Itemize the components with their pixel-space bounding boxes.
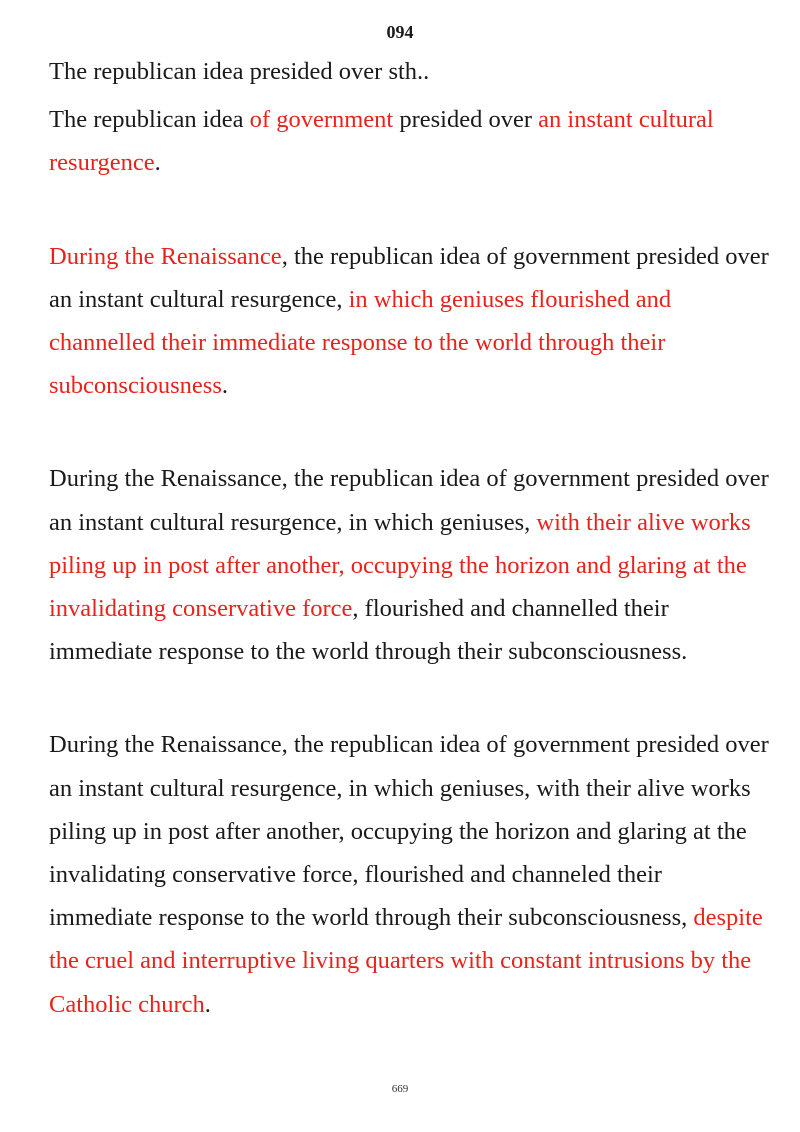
highlighted-segment: an instant cultural resurgence	[49, 106, 714, 177]
text-segment: The republican idea	[49, 106, 250, 134]
text-segment: , the republican idea of government presided over an instant cultural resurgence,	[49, 242, 769, 313]
text-segment: .	[154, 149, 161, 177]
text-segment: The republican idea presided over sth..	[49, 58, 430, 85]
highlighted-segment: During the Renaissance	[49, 242, 282, 270]
paragraph-3	[49, 235, 769, 408]
text-segment: During the Renaissance, the republican idea of government presided over an instant cultural resurgence, in which geniuses,	[49, 465, 769, 536]
page-number: 094	[386, 22, 414, 42]
highlighted-segment: with their alive works piling up in post after another, occupying the horizon and glaring at the invalidating conservative force	[49, 508, 751, 623]
paragraph-1	[49, 50, 769, 93]
text-segment: .	[204, 990, 211, 1018]
highlighted-segment: in which geniuses flourished and channelled their immediate response to the world through their subconsciousness	[49, 285, 672, 400]
document-body	[49, 50, 769, 1026]
footer-page-number: 669	[391, 1083, 409, 1095]
text-segment: presided over	[393, 106, 539, 134]
paragraph-2	[49, 98, 769, 184]
highlighted-segment: despite the cruel and interruptive living quarters with constant intrusions by the Catholic church	[49, 904, 763, 1018]
text-segment: .	[221, 372, 228, 400]
text-segment: During the Renaissance, the republican idea of government presided over an instant cultural resurgence, in which geniuses, with their alive works piling up in post after another, occupying the horizon and glaring at the invalidating conservative force, flourished and channeled their immediate response to the world through their subconsciousness,	[49, 731, 769, 932]
paragraph-4	[49, 457, 769, 673]
text-segment: , flourished and channelled their immediate response to the world through their subconsciousness.	[49, 595, 688, 666]
paragraph-5	[49, 723, 769, 1025]
highlighted-segment: of government	[249, 106, 394, 134]
